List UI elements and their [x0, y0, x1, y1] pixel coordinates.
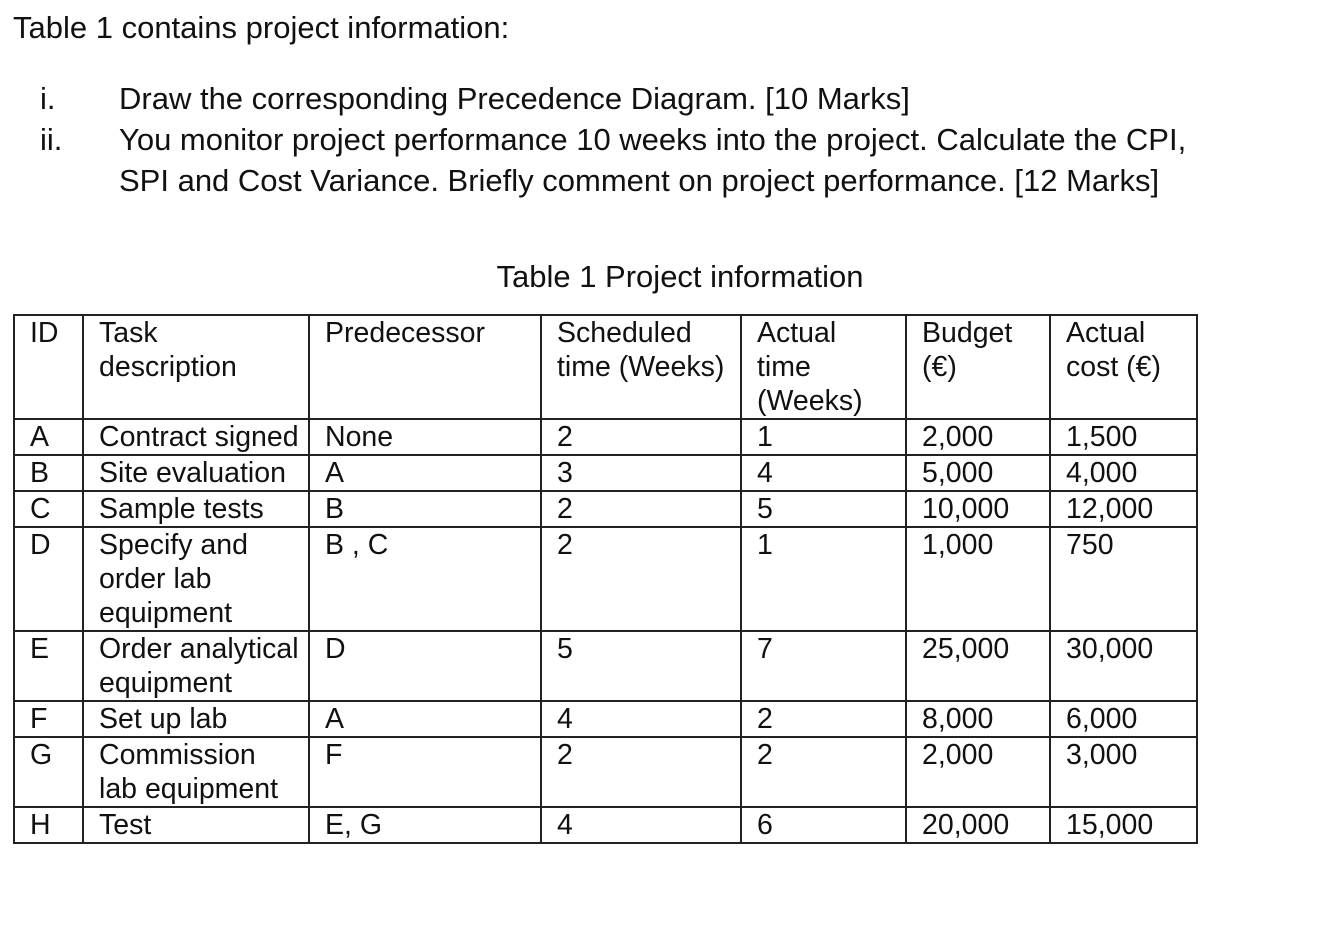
table-cell: 1,500: [1050, 419, 1197, 455]
table-cell: 1: [741, 527, 906, 631]
table-cell: Specify and order lab equipment: [83, 527, 309, 631]
question-list: [0, 78, 1341, 201]
table-cell: H: [14, 807, 83, 843]
column-header: ID: [14, 315, 83, 419]
table-cell: 750: [1050, 527, 1197, 631]
table-row: [14, 701, 1197, 737]
table-cell: 8,000: [906, 701, 1050, 737]
table-cell: F: [309, 737, 541, 807]
table-cell: A: [309, 455, 541, 491]
table-cell: E, G: [309, 807, 541, 843]
table-cell: F: [14, 701, 83, 737]
table-cell: Test: [83, 807, 309, 843]
table-cell: 4: [541, 701, 741, 737]
table-cell: G: [14, 737, 83, 807]
column-header: Budget (€): [906, 315, 1050, 419]
column-header: Actual time (Weeks): [741, 315, 906, 419]
table-row: [14, 419, 1197, 455]
table-cell: Site evaluation: [83, 455, 309, 491]
table-cell: 2: [541, 737, 741, 807]
table-cell: Contract signed: [83, 419, 309, 455]
table-cell: 25,000: [906, 631, 1050, 701]
question-number: i.: [40, 81, 56, 116]
column-header: Actual cost (€): [1050, 315, 1197, 419]
question-item: [0, 78, 1341, 119]
table-cell: D: [309, 631, 541, 701]
table-cell: Set up lab: [83, 701, 309, 737]
question-text: Draw the corresponding Precedence Diagram. [10 Marks]: [119, 81, 910, 116]
table-cell: 2: [541, 527, 741, 631]
column-header: Predecessor: [309, 315, 541, 419]
table-cell: 7: [741, 631, 906, 701]
table-row: [14, 631, 1197, 701]
table-cell: A: [14, 419, 83, 455]
table-cell: 2: [541, 491, 741, 527]
table-cell: B , C: [309, 527, 541, 631]
table-cell: 10,000: [906, 491, 1050, 527]
table-cell: B: [309, 491, 541, 527]
table-cell: Sample tests: [83, 491, 309, 527]
table-cell: None: [309, 419, 541, 455]
table-cell: 6,000: [1050, 701, 1197, 737]
table-cell: E: [14, 631, 83, 701]
table-cell: 5: [741, 491, 906, 527]
column-header: Scheduled time (Weeks): [541, 315, 741, 419]
table-row: [14, 491, 1197, 527]
column-header: Task description: [83, 315, 309, 419]
table-cell: 5,000: [906, 455, 1050, 491]
table-cell: 3: [541, 455, 741, 491]
table-cell: A: [309, 701, 541, 737]
table-cell: Commission lab equipment: [83, 737, 309, 807]
table-cell: 1,000: [906, 527, 1050, 631]
table-cell: 2: [741, 701, 906, 737]
table-cell: 12,000: [1050, 491, 1197, 527]
table-cell: 1: [741, 419, 906, 455]
table-header-row: [14, 315, 1197, 419]
table-cell: 4: [541, 807, 741, 843]
project-table: [13, 314, 1198, 844]
table-cell: 5: [541, 631, 741, 701]
table-cell: 15,000: [1050, 807, 1197, 843]
question-number: ii.: [40, 122, 63, 157]
table-cell: 2,000: [906, 419, 1050, 455]
table-cell: B: [14, 455, 83, 491]
intro-text: Table 1 contains project information:: [13, 10, 510, 45]
table-cell: 20,000: [906, 807, 1050, 843]
table-cell: 30,000: [1050, 631, 1197, 701]
table-row: [14, 737, 1197, 807]
table-row: [14, 455, 1197, 491]
table-cell: 4,000: [1050, 455, 1197, 491]
table-cell: 6: [741, 807, 906, 843]
table-cell: D: [14, 527, 83, 631]
question-text: You monitor project performance 10 weeks into the project. Calculate the CPI, SPI and Cost Variance. Briefly comment on project performance. [12 Marks]: [119, 122, 1187, 198]
table-row: [14, 807, 1197, 843]
table-row: [14, 527, 1197, 631]
question-item: [0, 119, 1341, 201]
table-cell: 2: [541, 419, 741, 455]
table-caption: Table 1 Project information: [496, 259, 864, 294]
table-cell: 4: [741, 455, 906, 491]
table-cell: 2,000: [906, 737, 1050, 807]
table-cell: Order analytical equipment: [83, 631, 309, 701]
table-cell: 2: [741, 737, 906, 807]
table-cell: C: [14, 491, 83, 527]
table-cell: 3,000: [1050, 737, 1197, 807]
